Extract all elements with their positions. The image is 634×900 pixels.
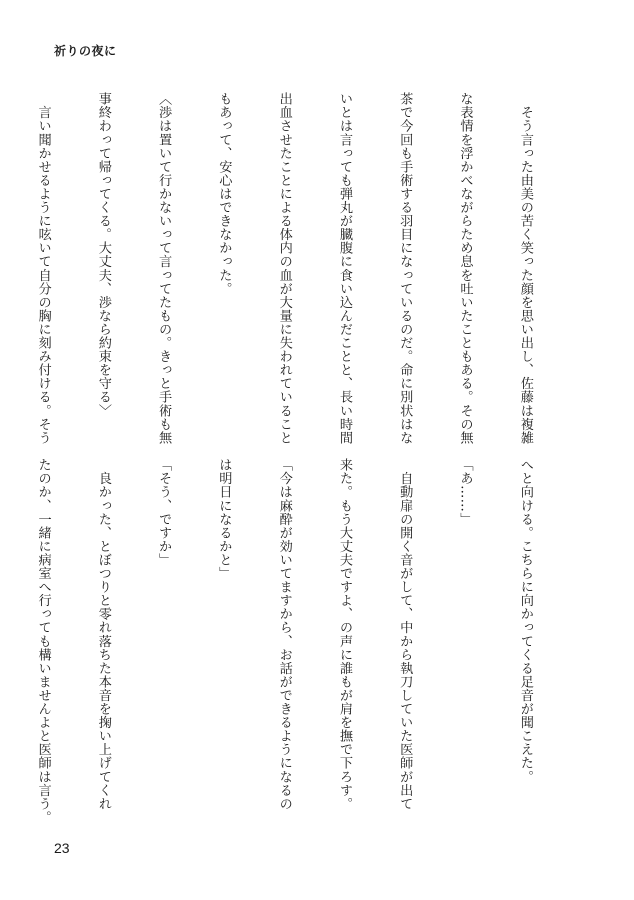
text-column: 自動扉の開く音がして、中から執刀していた医師が出て — [397, 458, 413, 811]
text-column: 茶で今回も手術する羽目になっているのだ。命に別状はな — [397, 92, 413, 445]
text-column: な表情を浮かべながらため息を吐いたこともある。その無 — [457, 92, 473, 445]
running-title: 祈りの夜に — [54, 44, 117, 58]
text-column: 事終わって帰ってくる。大丈夫、渉なら約束を守る〉 — [95, 92, 111, 418]
text-column: たのか、一緒に病室へ行っても構いませんよと医師は言う。 — [35, 458, 51, 824]
text-block-upper — [35, 92, 575, 445]
text-column: 出血させたことによる体内の血が大量に失われていること — [276, 92, 292, 445]
text-column: もあって、安心はできなかった。 — [216, 92, 232, 296]
text-column: 来た。もう大丈夫ですよ、の声に誰もが肩を撫で下ろす。 — [336, 458, 352, 811]
text-column: 〈渉は置いて行かないって言ってたもの。きっと手術も無 — [156, 92, 172, 445]
text-column: 「あ……」 — [457, 458, 473, 526]
text-block-lower — [35, 458, 575, 824]
text-column: 「そう、ですか」 — [156, 458, 172, 567]
text-column: 良かった、とぼつりと零れ落ちた本音を掬い上げてくれ — [95, 458, 111, 811]
text-column: いとは言っても弾丸が臓腹に食い込んだことと、長い時間 — [336, 92, 352, 445]
text-column: そう言った由美の苦く笑った顔を思い出し、佐藤は複雑 — [517, 92, 533, 445]
page-number: 23 — [54, 840, 70, 856]
text-column: へと向ける。こちらに向かってくる足音が聞こえた。 — [517, 458, 533, 784]
text-column: 言い聞かせるように呟いて自分の胸に刻み付ける。そう — [35, 92, 51, 445]
text-column: 「今は麻酔が効いてますから、お話ができるようになるの — [276, 458, 292, 811]
text-column: は明日になるかと」 — [216, 458, 232, 580]
